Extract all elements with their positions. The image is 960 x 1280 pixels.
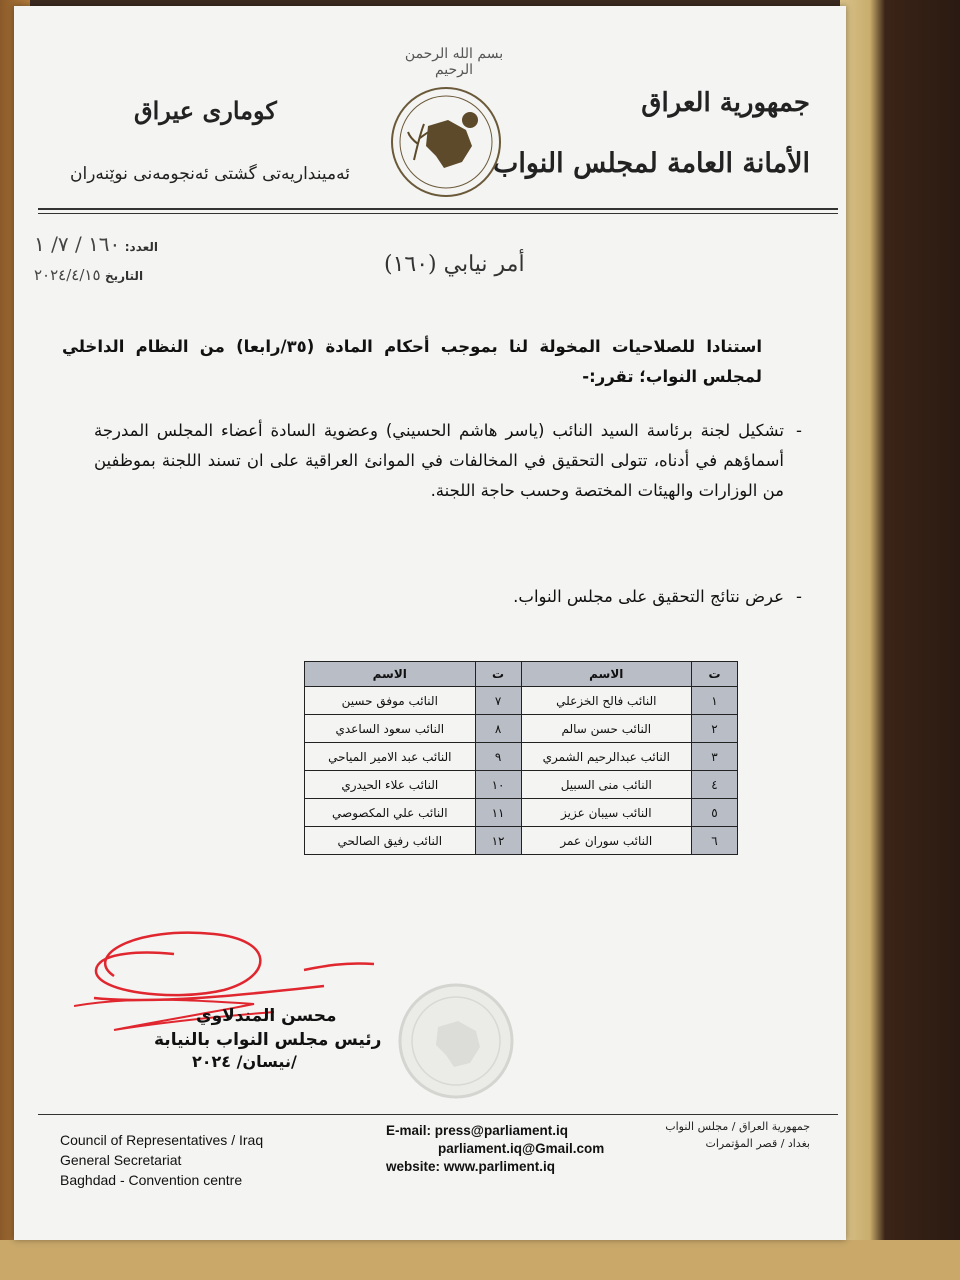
header-arabic-secretariat: الأمانة العامة لمجلس النواب bbox=[492, 148, 810, 179]
footer-email-alt: parliament.iq@Gmail.com bbox=[438, 1141, 605, 1156]
col-num: ت bbox=[692, 662, 738, 687]
order-item-results: - عرض نتائج التحقيق على مجلس النواب. bbox=[94, 582, 784, 612]
col-name: الاسم bbox=[305, 662, 476, 687]
header-divider-thin bbox=[38, 213, 838, 214]
document-page bbox=[14, 6, 846, 1240]
footer-arabic-address: جمهورية العراق / مجلس النواب بغداد / قصر المؤتمرات bbox=[665, 1120, 810, 1150]
embossed-seal-icon bbox=[396, 981, 516, 1101]
col-num: ت bbox=[475, 662, 521, 687]
table-row: ٥ النائب سيبان عزيز ١١ النائب علي المكصوصي bbox=[305, 799, 738, 827]
basmala: بسم الله الرحمن الرحيم bbox=[404, 46, 504, 78]
table-row: ٢ النائب حسن سالم ٨ النائب سعود الساعدي bbox=[305, 715, 738, 743]
header-kurdish-republic: كوماری عیراق bbox=[134, 96, 277, 125]
footer-email: E-mail: press@parliament.iq bbox=[386, 1123, 568, 1138]
frame-edge bbox=[840, 0, 960, 1280]
signatory-name: محسن المندلاوي bbox=[196, 1006, 337, 1026]
table-row: ٦ النائب سوران عمر ١٢ النائب رفيق الصالحي bbox=[305, 827, 738, 855]
footer-divider bbox=[38, 1114, 838, 1115]
signatory-title: رئيس مجلس النواب بالنيابة bbox=[154, 1030, 382, 1050]
col-name: الاسم bbox=[521, 662, 692, 687]
order-title: أمر نيابي (١٦٠) bbox=[384, 252, 525, 277]
table-header-row bbox=[305, 662, 738, 687]
table-row: ٤ النائب منى السبيل ١٠ النائب علاء الحيدري bbox=[305, 771, 738, 799]
footer-website: website: www.parliment.iq bbox=[386, 1159, 556, 1174]
reference-number-value: ١٦٠ / ٧/ ١ bbox=[34, 232, 121, 256]
frame-bottom bbox=[0, 1240, 960, 1280]
parliament-emblem-icon bbox=[388, 84, 504, 200]
bullet-dash: - bbox=[796, 421, 802, 440]
header-divider bbox=[38, 208, 838, 210]
members-table bbox=[304, 661, 738, 855]
table-row: ٣ النائب عبدالرحيم الشمري ٩ النائب عبد الامير المياحي bbox=[305, 743, 738, 771]
footer-contacts bbox=[386, 1122, 604, 1176]
signature-date: /نيسان/ ٢٠٢٤ bbox=[192, 1052, 297, 1071]
reference-date-value: ٢٠٢٤/٤/١٥ bbox=[34, 266, 101, 284]
order-item-committee: - تشكيل لجنة برئاسة السيد النائب (ياسر هاشم الحسيني) وعضوية السادة أعضاء المجلس المدرجة أسماؤهم في أدناه، تتولى التحقيق في المخالفات في الموانئ العراقية على ان تسند اللجنة بموظفين من الوزارات والهيئات المختصة وحسب حاجة اللجنة. bbox=[94, 416, 784, 506]
intro-paragraph: استنادا للصلاحيات المخولة لنا بموجب أحكام المادة (٣٥/رابعا) من النظام الداخلي لمجلس النواب؛ تقرر:- bbox=[62, 337, 763, 386]
reference-number: العدد: ١٦٠ / ٧/ ١ bbox=[34, 232, 159, 256]
footer-english-address: Council of Representatives / Iraq General Secretariat Baghdad - Convention centre bbox=[60, 1132, 264, 1188]
table-row: ١ النائب فالح الخزعلي ٧ النائب موفق حسين bbox=[305, 687, 738, 715]
header-kurdish-secretariat: ئەمینداریەتی گشتی ئەنجومەنی نوێنەران bbox=[70, 164, 350, 184]
reference-date: التاريخ ٢٠٢٤/٤/١٥ bbox=[34, 266, 144, 284]
bullet-dash: - bbox=[796, 587, 802, 606]
header-arabic-republic: جمهورية العراق bbox=[641, 88, 810, 118]
